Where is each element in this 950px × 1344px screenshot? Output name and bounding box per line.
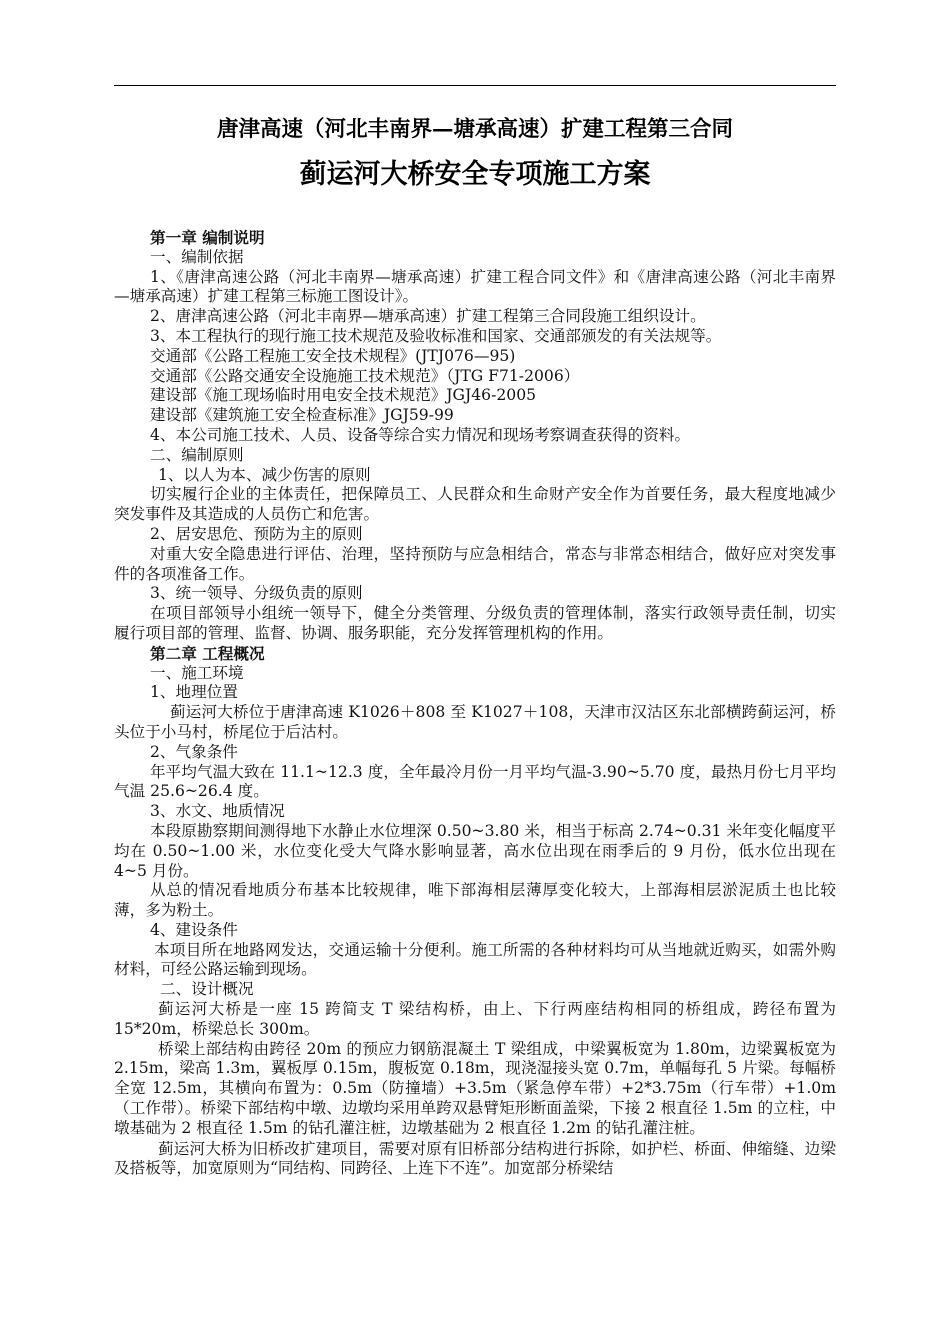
paragraph: 1、《唐津高速公路（河北丰南界—塘承高速）扩建工程合同文件》和《唐津高速公路（河北丰南界—塘承高速）扩建工程第三标施工图设计》。: [114, 267, 836, 306]
reference-item: 交通部《公路工程施工安全技术规程》(JTJ076—95): [150, 346, 516, 365]
paragraph: 切实履行企业的主体责任，把保障员工、人民群众和生命财产安全作为首要任务，最大程度地减少突发事件及其造成的人员伤亡和危害。: [114, 485, 836, 524]
subsection-heading: 3、水文、地质情况: [150, 802, 285, 821]
subsection-heading: 2、气象条件: [150, 742, 238, 761]
chapter1-heading: 第一章 编制说明: [150, 228, 265, 247]
document-title-line2: 蓟运河大桥安全专项施工方案: [299, 159, 651, 190]
reference-item: 建设部《施工现场临时用电安全技术规范》JGJ46-2005: [150, 386, 537, 405]
subsection-heading: 1、地理位置: [150, 683, 238, 702]
subsection-heading: 4、建设条件: [150, 920, 238, 939]
principle-heading: 1、以人为本、减少伤害的原则: [158, 465, 371, 484]
chapter2-heading: 第二章 工程概况: [150, 643, 265, 663]
section-heading: 二、编制原则: [150, 445, 244, 464]
principle-heading: 3、统一领导、分级负责的原则: [150, 584, 363, 603]
paragraph: 蓟运河大桥是一座 15 跨简支 T 梁结构桥，由上、下行两座结构相同的桥组成，跨径布置为 15*20m，桥梁总长 300m。: [114, 1000, 836, 1038]
document-body: [114, 228, 836, 1179]
principle-heading: 2、居安思危、预防为主的原则: [150, 524, 363, 543]
paragraph: 对重大安全隐患进行评估、治理，坚持预防与应急相结合，常态与非常态相结合，做好应对突发事件的各项准备工作。: [114, 544, 836, 583]
section-heading: 一、施工环境: [150, 663, 244, 682]
paragraph: 蓟运河大桥为旧桥改扩建项目，需要对原有旧桥部分结构进行拆除，如护栏、桥面、伸缩缝、边梁及搭板等，加宽原则为“同结构、同跨径、上连下不连”。加宽部分桥梁结: [114, 1139, 836, 1178]
section-heading: 二、设计概况: [160, 980, 254, 999]
reference-item: 建设部《建筑施工安全检查标准》JGJ59-99: [150, 406, 454, 425]
paragraph: 桥梁上部结构由跨径 20m 的预应力钢筋混凝土 T 梁组成，中梁翼板宽为 1.80m，边梁翼板宽为 2.15m，梁高 1.3m，翼板厚 0.15m，腹板宽 0.18m，现浇湿接头宽 0.7m，单幅每孔 5 片梁。每幅桥全宽 12.5m，其横向布置为：0.5m（防撞墙）+3.5m（紧急停车带）+2*3.75m（行车带）+1.0m（工作带）。桥梁下部结构中墩、边墩均采用单跨双悬臂矩形断面盖梁，下接 2 根直径 1.5m 的立柱，中墩基础为 2 根直径 1.5m 的钻孔灌注桩，边墩基础为 2 根直径 1.2m 的钻孔灌注桩。: [114, 1039, 836, 1137]
document-title-line1: 唐津高速（河北丰南界—塘承高速）扩建工程第三合同: [216, 117, 733, 142]
paragraph: 从总的情况看地质分布基本比较规律，唯下部海相层薄厚变化较大，上部海相层淤泥质土也比较薄，多为粉土。: [114, 881, 836, 920]
paragraph: 在项目部领导小组统一领导下，健全分类管理、分级负责的管理体制，落实行政领导责任制，切实履行项目部的管理、监督、协调、服务职能，充分发挥管理机构的作用。: [114, 604, 836, 642]
reference-item: 交通部《公路交通安全设施施工技术规范》（JTG F71-2006）: [150, 366, 580, 385]
paragraph: 4、本公司施工技术、人员、设备等综合实力情况和现场考察调查获得的资料。: [150, 425, 691, 444]
paragraph: 2、唐津高速公路（河北丰南界—塘承高速）扩建工程第三合同段施工组织设计。: [150, 307, 706, 326]
paragraph: 年平均气温大致在 11.1~12.3 度，全年最冷月份一月平均气温-3.90~5.70 度，最热月份七月平均气温 25.6~26.4 度。: [114, 762, 836, 801]
paragraph: 本段原勘察期间测得地下水静止水位埋深 0.50~3.80 米，相当于标高 2.74~0.31 米年变化幅度平均在 0.50~1.00 米，水位变化受大气降水影响显著，高水位出现在雨季后的 9 月份，低水位出现在 4~5 月份。: [114, 821, 836, 880]
paragraph: 本项目所在地路网发达，交通运输十分便利。施工所需的各种材料均可从当地就近购买，如需外购材料，可经公路运输到现场。: [114, 940, 836, 979]
section-heading: 一、编制依据: [150, 247, 244, 266]
paragraph: 蓟运河大桥位于唐津高速 K1026＋808 至 K1027＋108，天津市汉沽区东北部横跨蓟运河，桥头位于小马村，桥尾位于后沽村。: [114, 703, 836, 741]
paragraph: 3、本工程执行的现行施工技术规范及验收标准和国家、交通部颁发的有关法规等。: [150, 326, 722, 345]
header-rule: [114, 85, 836, 86]
